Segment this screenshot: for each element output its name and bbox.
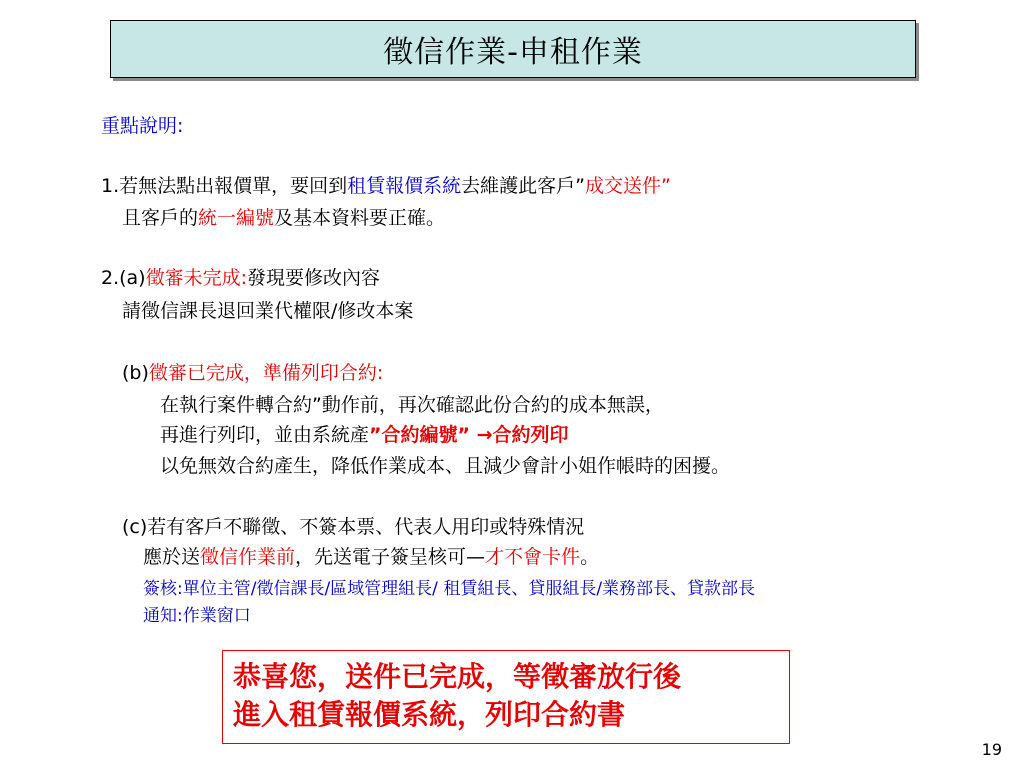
item2c-text-c: ，先送電子簽呈核可— — [295, 546, 486, 568]
item1-text-a: 1.若無法點出報價單，要回到 — [101, 175, 348, 197]
item2b-text: 再進行列印，並由系統產 — [160, 424, 370, 446]
item2c-credit-op: 徵信作業前 — [200, 546, 296, 568]
item2b-label: (b) — [122, 362, 149, 384]
item2c-notify: 通知:作業窗口 — [143, 606, 251, 626]
section-heading: 重點說明: — [101, 115, 184, 137]
item2c-text-a: 應於送 — [143, 546, 201, 568]
item2c-line2 — [143, 545, 599, 569]
item1-deal-submit: 成交送件” — [585, 175, 671, 197]
item2a-line2: 請徵信課長退回業代權限/修改本案 — [122, 300, 414, 322]
item1-line2 — [122, 206, 445, 230]
item2b-line1 — [122, 361, 383, 385]
item2b-line2: 在執行案件轉合約”動作前，再次確認此份合約的成本無誤， — [160, 394, 664, 416]
item1-tax-id: 統一編號 — [198, 207, 275, 229]
item2a-line1 — [101, 266, 380, 290]
item2b-status: 徵審已完成，準備列印合約: — [148, 362, 384, 384]
item2a-text: 發現要修改內容 — [247, 267, 381, 289]
item2b-line3 — [160, 423, 569, 447]
item2a-status: 徵審未完成: — [145, 267, 248, 289]
item1-text-e: 且客戶的 — [122, 207, 199, 229]
item1-text-c: 去維護此客戶” — [461, 175, 585, 197]
item2b-contract-number: ”合約編號” →合約列印 — [369, 424, 569, 446]
item1-text-g: 及基本資料要正確。 — [274, 207, 446, 229]
callout-line2: 進入租賃報價系統，列印合約書 — [233, 698, 626, 731]
item2c-line1: (c)若有客戶不聯徵、不簽本票、代表人用印或特殊情況 — [122, 516, 585, 538]
item2a-label: 2.(a) — [101, 267, 146, 289]
completion-callout — [222, 650, 790, 744]
item2c-text-e: 。 — [580, 546, 600, 568]
slide-title-text: 徵信作業-申租作業 — [383, 35, 643, 70]
item2c-approval: 簽核:單位主管/徵信課長/區域管理組長/ 租賃組長、貸服組長/業務部長、貸款部長 — [143, 579, 756, 599]
item1-system-name: 租賃報價系統 — [347, 175, 462, 197]
item2c-no-stuck: 才不會卡件 — [485, 546, 581, 568]
page-number: 19 — [981, 740, 1002, 759]
item2b-line4: 以免無效合約產生，降低作業成本、且減少會計小姐作帳時的困擾。 — [160, 455, 731, 477]
callout-line1: 恭喜您，送件已完成，等徵審放行後 — [233, 660, 682, 693]
item1-line1 — [101, 174, 671, 198]
